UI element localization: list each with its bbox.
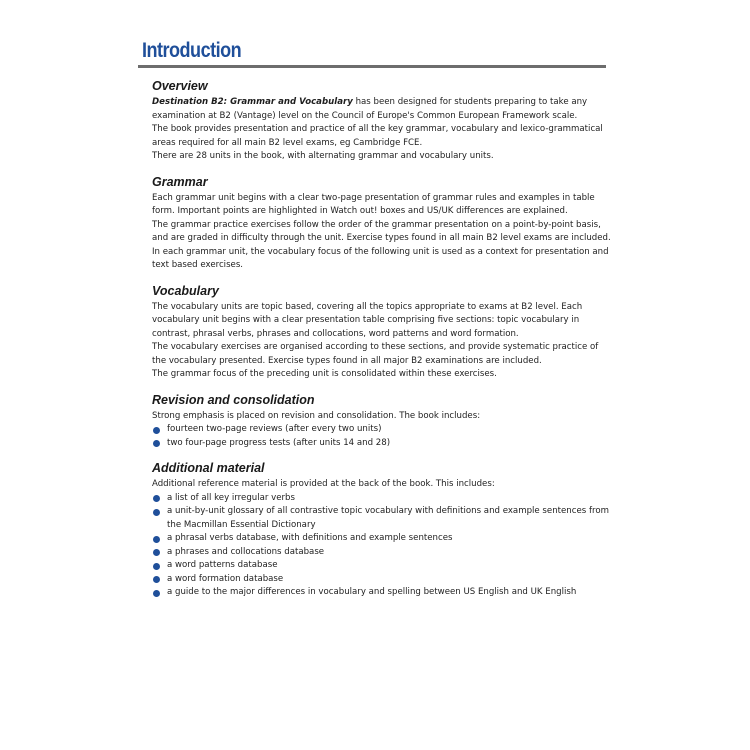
section-heading-overview: Overview bbox=[152, 79, 208, 93]
vocabulary-paragraph-2: The vocabulary exercises are organised according to these sections, and provide systematic practice of the vocabulary presented. Exercise types found in all major B2 examinations are included. bbox=[152, 342, 599, 366]
page-title: Introduction bbox=[142, 39, 242, 62]
section-additional bbox=[152, 460, 612, 600]
bullet-icon bbox=[153, 495, 160, 502]
vocabulary-paragraph-1: The vocabulary units are topic based, covering all the topics appropriate to exams at B2 level. Each vocabulary unit begins with a clear presentation table comprising five sections: topic vocabulary in contrast, phrasal verbs, phrases and collocations, word patterns and word formation. bbox=[152, 301, 583, 339]
list-item bbox=[152, 423, 612, 437]
list-item-text: a list of all key irregular verbs bbox=[167, 492, 295, 503]
section-vocabulary bbox=[152, 283, 612, 382]
list-item bbox=[152, 586, 612, 600]
bullet-icon bbox=[153, 427, 160, 434]
section-heading-additional: Additional material bbox=[152, 461, 265, 475]
vocabulary-paragraph-3: The grammar focus of the preceding unit is consolidated within these exercises. bbox=[152, 369, 497, 379]
bullet-icon bbox=[153, 590, 160, 597]
grammar-paragraph-1: Each grammar unit begins with a clear two-page presentation of grammar rules and examples in table form. Important points are highlighted in Watch out! boxes and US/UK differences are explained. bbox=[152, 192, 595, 216]
section-revision bbox=[152, 392, 612, 451]
list-item-text: a phrasal verbs database, with definitions and example sentences bbox=[167, 533, 453, 543]
list-item bbox=[152, 532, 612, 546]
list-item bbox=[152, 492, 612, 506]
overview-paragraph-1-text: has been designed for students preparing to take any examination at B2 (Vantage) level on the Council of Europe's Common European Framework scale. bbox=[152, 97, 588, 121]
list-item-text: a guide to the major differences in vocabulary and spelling between US English and UK English bbox=[167, 587, 577, 597]
revision-intro: Strong emphasis is placed on revision and consolidation. The book includes: bbox=[152, 410, 481, 421]
title-divider bbox=[138, 65, 606, 68]
bullet-icon bbox=[153, 536, 160, 543]
additional-list bbox=[152, 492, 612, 600]
list-item-text: fourteen two-page reviews (after every two units) bbox=[167, 424, 382, 434]
list-item-text: two four-page progress tests (after units 14 and 28) bbox=[167, 437, 391, 448]
section-overview bbox=[152, 78, 612, 164]
section-heading-grammar: Grammar bbox=[152, 174, 208, 189]
list-item bbox=[152, 559, 612, 573]
list-item-text: a unit-by-unit glossary of all contrastive topic vocabulary with definitions and example sentences from the Macmillan Essential Dictionary bbox=[167, 506, 609, 530]
bullet-icon bbox=[153, 440, 160, 447]
list-item bbox=[152, 546, 612, 560]
revision-list bbox=[152, 423, 612, 450]
grammar-paragraph-3: In each grammar unit, the vocabulary focus of the following unit is used as a context for presentation and text based exercises. bbox=[152, 246, 609, 270]
content-area bbox=[152, 78, 612, 610]
list-item-text: a word patterns database bbox=[167, 560, 278, 570]
list-item bbox=[152, 437, 612, 451]
overview-paragraph-1 bbox=[152, 96, 612, 123]
grammar-paragraph-2: The grammar practice exercises follow the order of the grammar presentation on a point-by-point basis, and are graded in difficulty through the unit. Exercise types found in all main B2 level exams are included. bbox=[152, 219, 611, 243]
section-grammar bbox=[152, 174, 612, 273]
additional-intro: Additional reference material is provided at the back of the book. This includes: bbox=[152, 479, 495, 489]
list-item bbox=[152, 505, 612, 532]
section-heading-revision: Revision and consolidation bbox=[152, 392, 315, 407]
overview-paragraph-3: There are 28 units in the book, with alternating grammar and vocabulary units. bbox=[152, 151, 494, 161]
section-heading-vocabulary: Vocabulary bbox=[152, 283, 219, 298]
list-item bbox=[152, 573, 612, 587]
overview-paragraph-2: The book provides presentation and practice of all the key grammar, vocabulary and lexico-grammatical areas required for all main B2 level exams, eg Cambridge FCE. bbox=[152, 124, 603, 148]
bullet-icon bbox=[153, 563, 160, 570]
bullet-icon bbox=[153, 549, 160, 556]
list-item-text: a phrases and collocations database bbox=[167, 546, 325, 557]
bullet-icon bbox=[153, 576, 160, 583]
bullet-icon bbox=[153, 509, 160, 516]
book-title: Destination B2: Grammar and Vocabulary bbox=[152, 97, 353, 107]
list-item-text: a word formation database bbox=[167, 573, 284, 584]
